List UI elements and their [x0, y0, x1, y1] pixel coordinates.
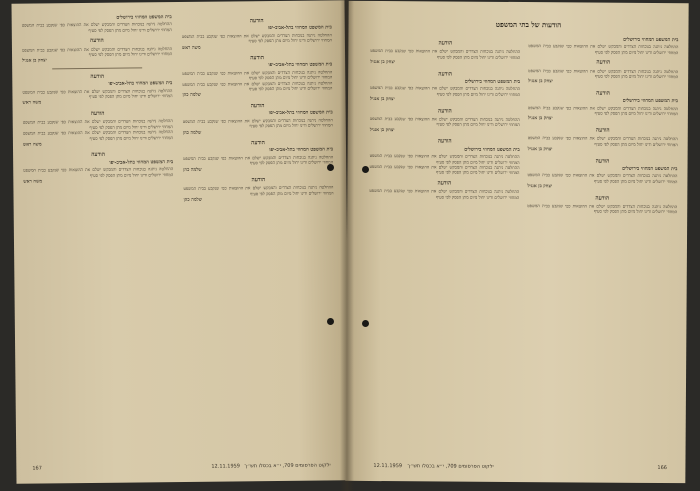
signature: יצחק בן אנגיל: [369, 127, 395, 134]
section-title: הודעה: [438, 108, 452, 115]
footer-title: ילקוט הפרסומים 709, י״א בכסלו תש״ך: [407, 463, 494, 470]
signature: משה ראש: [181, 45, 201, 51]
notice-text: [370, 48, 520, 60]
section-title: הודעה: [89, 38, 104, 45]
section-title: הודעה: [249, 18, 264, 25]
signature: יצחק בן אנגיל: [527, 184, 553, 190]
notice-text: [23, 129, 173, 141]
section-title: הודעה: [437, 138, 452, 145]
section-title: הודעה: [438, 71, 453, 78]
left-page: [11, 0, 349, 483]
notice-text: [22, 21, 172, 33]
notice-text: [23, 166, 173, 178]
divider: [52, 67, 142, 69]
signature: שלמה כהן: [182, 130, 202, 136]
signature: יצחק בן אנגיל: [527, 116, 553, 122]
court-heading: בית המשפט המחוזי בירושלים: [623, 36, 679, 44]
footer-title: ילקוט הפרסומים 709, י״א בכסלו תש״ך: [244, 462, 331, 470]
left-page-column-left: [22, 14, 177, 456]
court-heading: בית המשפט המחוזי בירושלים: [464, 146, 520, 153]
notice-text: [370, 85, 520, 97]
section-title: הודעה: [90, 73, 105, 80]
right-page-column-left: [368, 35, 521, 454]
signature: יצחק בן אנגיל: [528, 79, 553, 85]
binder-hole: [362, 166, 369, 173]
signature: משה ראש: [22, 100, 42, 107]
page-number: 167: [32, 465, 42, 472]
court-heading: בית המשפט המחוזי בירושלים: [622, 97, 679, 105]
court-heading: בית המשפט המחוזי בירושלים: [464, 78, 521, 86]
notice-text: [527, 172, 677, 184]
notice-text: [369, 164, 519, 176]
section-title: הודעה: [596, 59, 611, 66]
signature: יצחק בן אנגיל: [527, 147, 553, 153]
notice-text: [528, 68, 678, 80]
page-number: 166: [657, 464, 667, 472]
notice-text: [22, 46, 172, 58]
signature: שלמה כהן: [183, 197, 203, 204]
section-title: הודעה: [595, 195, 610, 202]
section-title: הודעה: [250, 55, 264, 62]
section-title: הודעה: [250, 102, 265, 110]
signature: יצחק בן אנגיל: [370, 60, 395, 66]
notice-text: [370, 116, 520, 128]
binder-hole: [327, 164, 334, 171]
book-gutter: [340, 0, 354, 491]
signature: יצחק בן אנגיל: [22, 58, 47, 65]
notice-text: [528, 135, 678, 147]
left-page-column-right: [182, 12, 337, 454]
right-page: [345, 1, 688, 483]
notice-text: [528, 43, 678, 55]
court-heading: בית המשפט המחוזי בתל-אביב-יפו: [108, 80, 173, 87]
notice-text: [183, 117, 333, 129]
section-title: הודעה: [437, 180, 452, 187]
signature: משה ראש: [22, 142, 42, 148]
court-heading: בית המשפט המחוזי בירושלים: [116, 14, 172, 21]
signature: משה ראש: [23, 179, 43, 185]
notice-text: [528, 105, 678, 117]
court-heading: בית המשפט המחוזי בתל-אביב-יפו: [109, 158, 174, 166]
court-heading: בית המשפט המחוזי בתל-אביב-יפו: [268, 109, 333, 117]
right-page-column-right: [526, 36, 679, 455]
page-masthead: הודעות של בתי המשפט: [495, 19, 562, 30]
notice-text: [369, 188, 519, 200]
notice-text: [22, 88, 172, 100]
court-heading: בית המשפט המחוזי בתל-אביב-יפו: [267, 24, 332, 32]
notice-text: [182, 32, 332, 44]
notice-text: [527, 203, 677, 215]
section-title: הודעה: [595, 127, 610, 134]
left-page-footer: [16, 462, 349, 473]
signature: יצחק בן אנגיל: [369, 97, 395, 103]
footer-date: 12.11.1959: [373, 463, 403, 470]
section-title: הודעה: [595, 158, 610, 165]
section-title: הודעה: [90, 110, 105, 117]
notice-text: [183, 185, 333, 197]
court-heading: בית המשפט המחוזי בתל-אביב-יפו: [269, 146, 334, 154]
court-heading: בית המשפט המחוזי בירושלים: [622, 165, 678, 173]
section-title: הודעה: [596, 90, 610, 97]
notice-text: [183, 154, 333, 166]
section-title: הודעה: [251, 177, 266, 184]
signature: שלמה כהן: [183, 167, 202, 173]
binder-hole: [362, 320, 369, 327]
signature: שלמה כהן: [182, 93, 201, 99]
section-title: הודעה: [438, 40, 453, 47]
section-title: הודעה: [251, 140, 265, 147]
section-title: הודעה: [91, 152, 105, 159]
notice-text: [182, 80, 332, 92]
court-heading: בית המשפט המחוזי בתל-אביב-יפו: [268, 61, 333, 69]
right-page-footer: [345, 463, 685, 473]
footer-date: 12.11.1959: [211, 463, 241, 470]
binder-hole: [327, 318, 334, 325]
